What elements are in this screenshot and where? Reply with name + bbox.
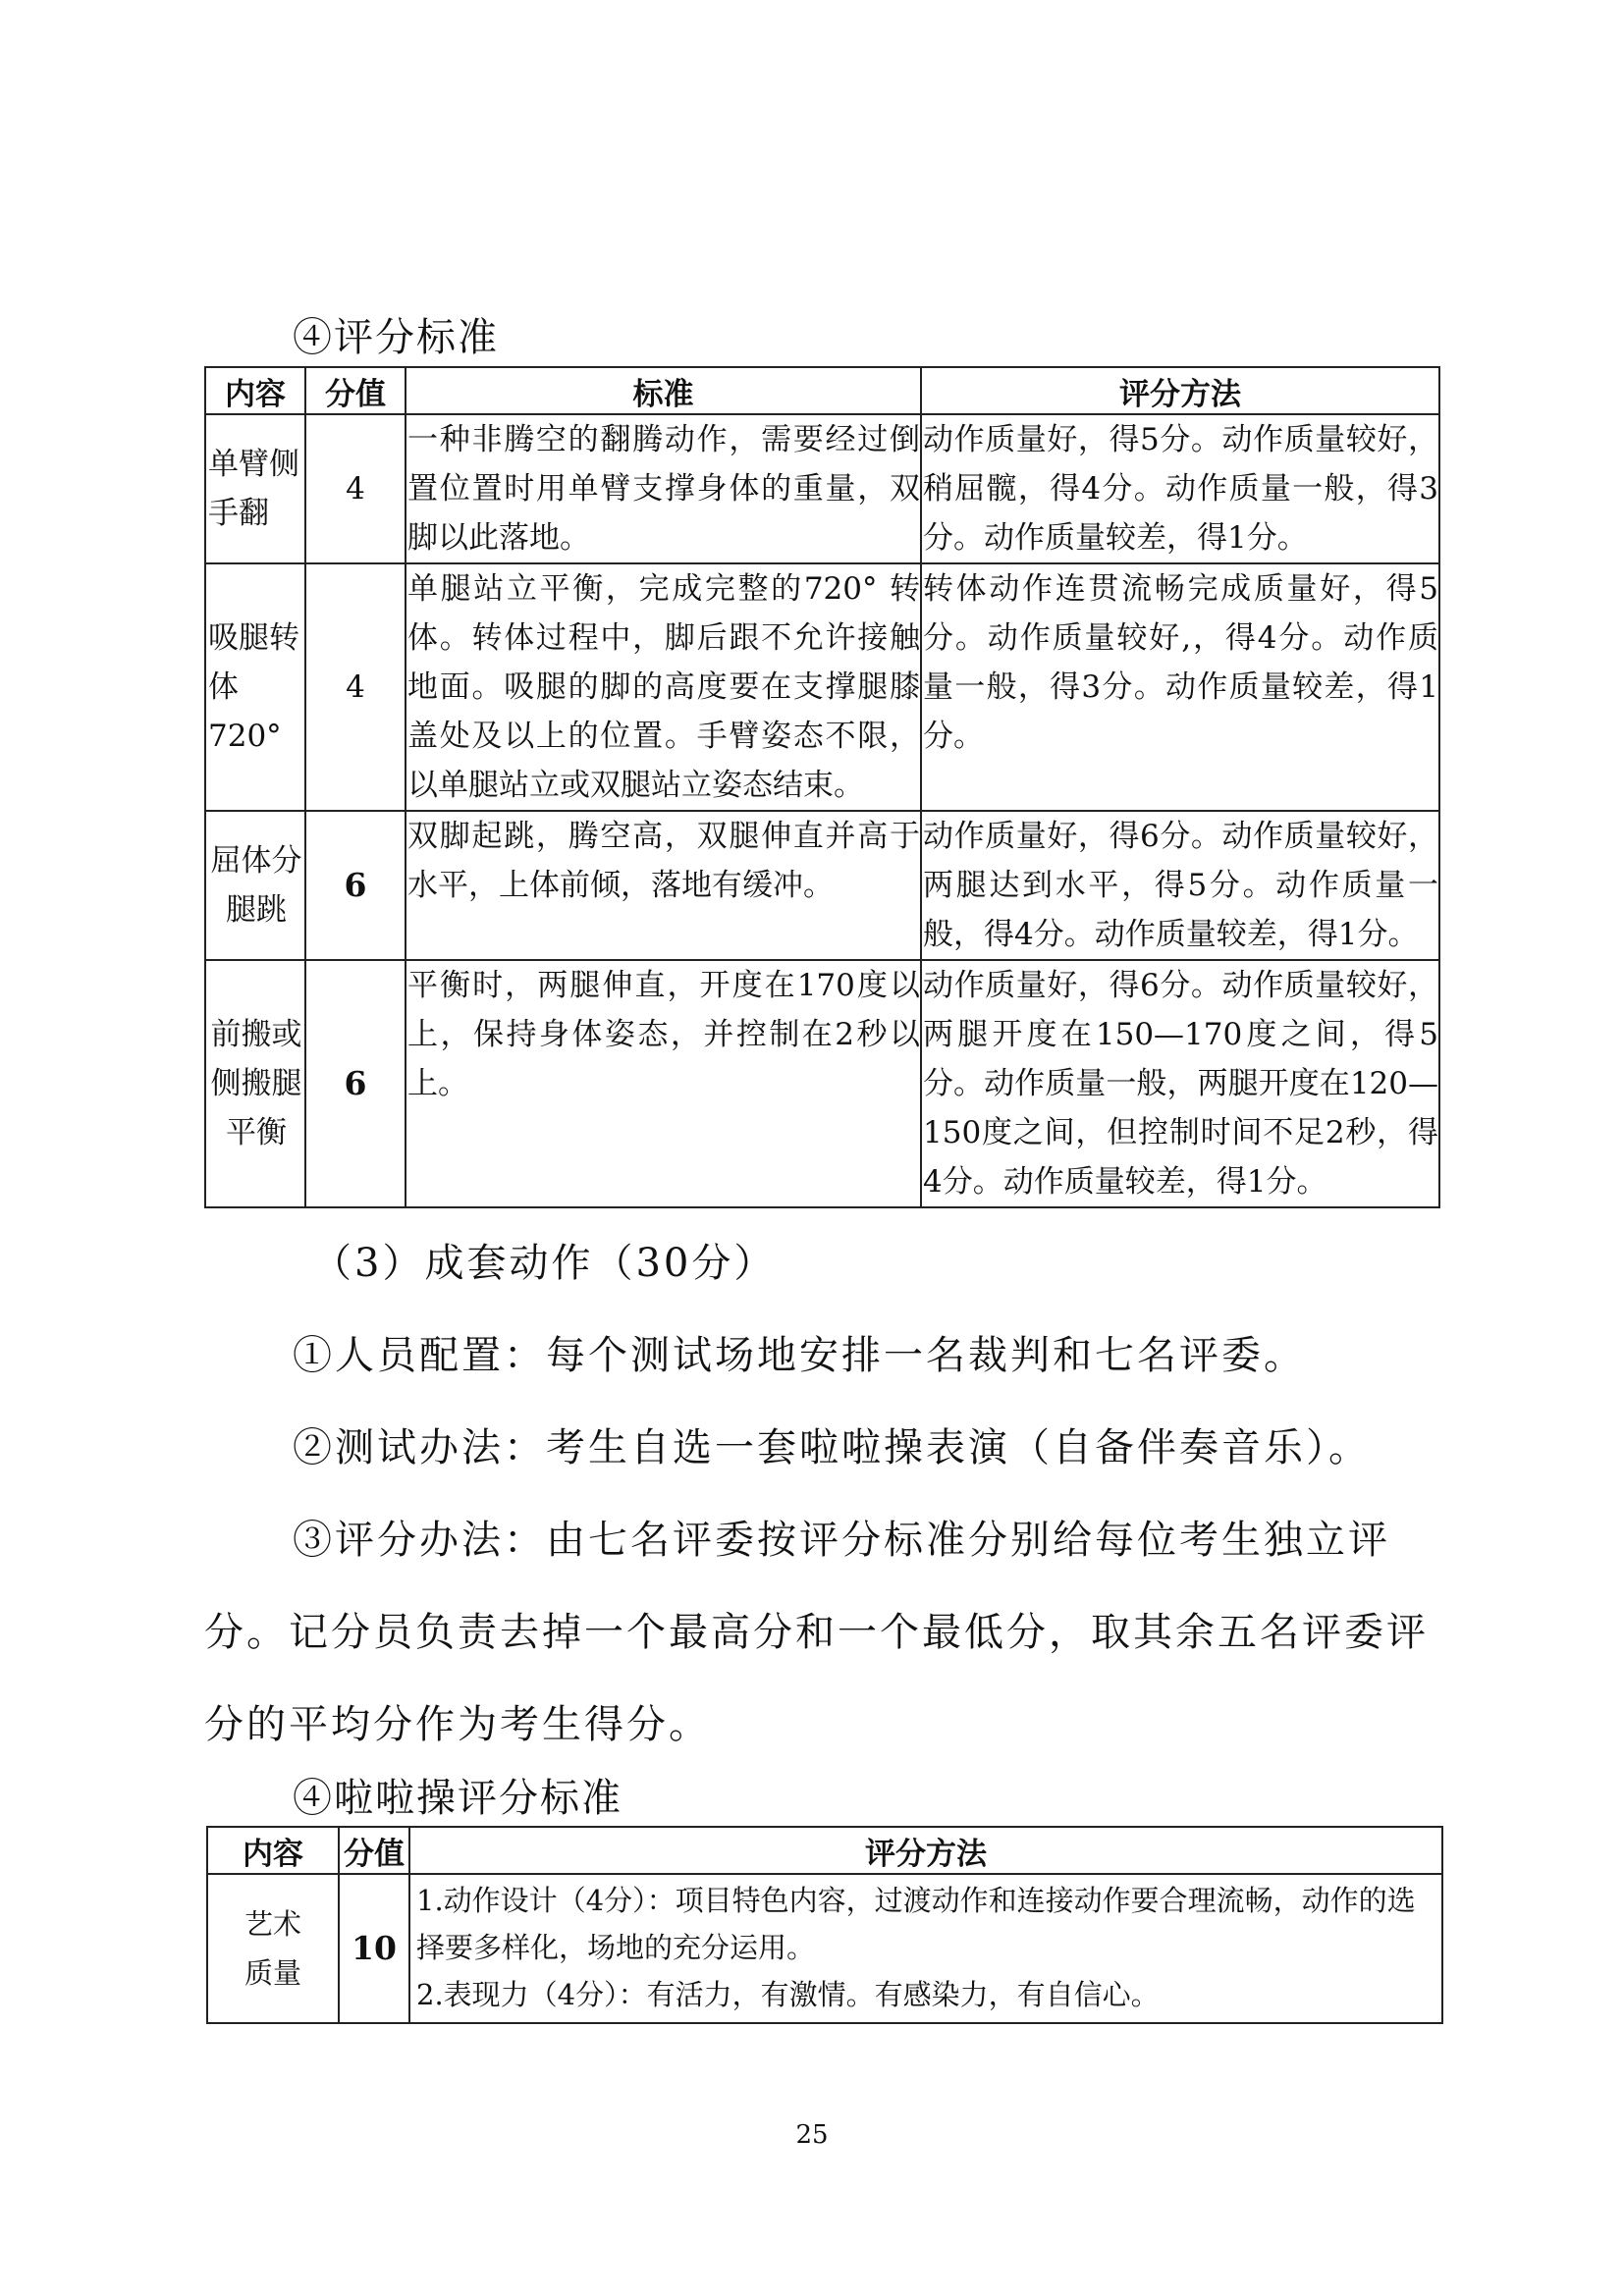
- table-row: [205, 960, 1439, 1207]
- header-score: 分值: [339, 1827, 409, 1874]
- table-row: [205, 563, 1439, 811]
- row-score: 4: [305, 563, 406, 811]
- header-method: 评分方法: [921, 367, 1439, 414]
- row-standard: 一种非腾空的翻腾动作，需要经过倒置位置时用单臂支撑身体的重量，双脚以此落地。: [406, 414, 921, 563]
- row-score: 4: [305, 414, 406, 563]
- method-item: 1.动作设计（4分）：项目特色内容，过渡动作和连接动作要合理流畅，动作的选择要多样化，场地的充分运用。: [416, 1884, 1416, 1964]
- row-standard: 单腿站立平衡，完成完整的720° 转体。转体过程中，脚后跟不允许接触地面。吸腿的脚的高度要在支撑腿膝盖处及以上的位置。手臂姿态不限，以单腿站立或双腿站立姿态结束。: [406, 563, 921, 811]
- cheerleading-standard-table: [206, 1826, 1443, 2024]
- page-number: 25: [795, 2120, 829, 2150]
- header-content: 内容: [205, 367, 305, 414]
- row-method: 转体动作连贯流畅完成质量好，得5分。动作质量较好,，得4分。动作质量一般，得3分。动作质量较差，得1分。: [921, 563, 1439, 811]
- table-row: [205, 414, 1439, 563]
- table-header-row: [205, 367, 1439, 414]
- row-standard: 双脚起跳，腾空高，双腿伸直并高于水平，上体前倾，落地有缓冲。: [406, 811, 921, 960]
- table-row: [205, 811, 1439, 960]
- table-header-row: [207, 1827, 1442, 1874]
- section-heading-scoring-standard: ④评分标准: [293, 315, 499, 360]
- row-method: [409, 1874, 1442, 2023]
- row-score: 10: [339, 1874, 409, 2023]
- row-score: 6: [305, 960, 406, 1207]
- header-standard: 标准: [406, 367, 921, 414]
- scoring-standard-table: [204, 366, 1440, 1208]
- row-content: [207, 1874, 339, 2023]
- header-score: 分值: [305, 367, 406, 414]
- personnel-paragraph: ①人员配置：每个测试场地安排一名裁判和七名评委。: [293, 1333, 1306, 1378]
- header-method: 评分方法: [409, 1827, 1442, 1874]
- row-content: 吸腿转体720°: [205, 563, 305, 811]
- scoring-method-paragraph: ③评分办法：由七名评委按评分标准分别给每位考生独立评分。记分员负责去掉一个最高分和一个最低分，取其余五名评委评分的平均分作为考生得分。: [204, 1518, 1429, 1747]
- row-content: 屈体分腿跳: [205, 811, 305, 960]
- row-method: 动作质量好，得6分。动作质量较好，两腿开度在150—170度之间，得5分。动作质量一般，两腿开度在120—150度之间，但控制时间不足2秒，得4分。动作质量较差，得1分。: [921, 960, 1439, 1207]
- row-content: 单臂侧手翻: [205, 414, 305, 563]
- table-row: [207, 1874, 1442, 2023]
- row-content: 前搬或侧搬腿平衡: [205, 960, 305, 1207]
- row-standard: 平衡时，两腿伸直，开度在170度以上，保持身体姿态，并控制在2秒以上。: [406, 960, 921, 1207]
- section-heading-cheerleading-standard: ④啦啦操评分标准: [293, 1776, 623, 1821]
- row-method: 动作质量好，得6分。动作质量较好，两腿达到水平，得5分。动作质量一般，得4分。动作质量较差，得1分。: [921, 811, 1439, 960]
- header-content: 内容: [207, 1827, 339, 1874]
- section-title-routine: （3）成套动作（30分）: [312, 1241, 777, 1286]
- row-score: 6: [305, 811, 406, 960]
- test-method-paragraph: ②测试办法：考生自选一套啦啦操表演（自备伴奏音乐）。: [293, 1425, 1371, 1470]
- row-content-text: 艺术质量: [244, 1907, 301, 1990]
- row-method: 动作质量好，得5分。动作质量较好，稍屈髋，得4分。动作质量一般，得3分。动作质量较差，得1分。: [921, 414, 1439, 563]
- method-item: 2.表现力（4分）：有活力，有激情。有感染力，有自信心。: [416, 1978, 1160, 2011]
